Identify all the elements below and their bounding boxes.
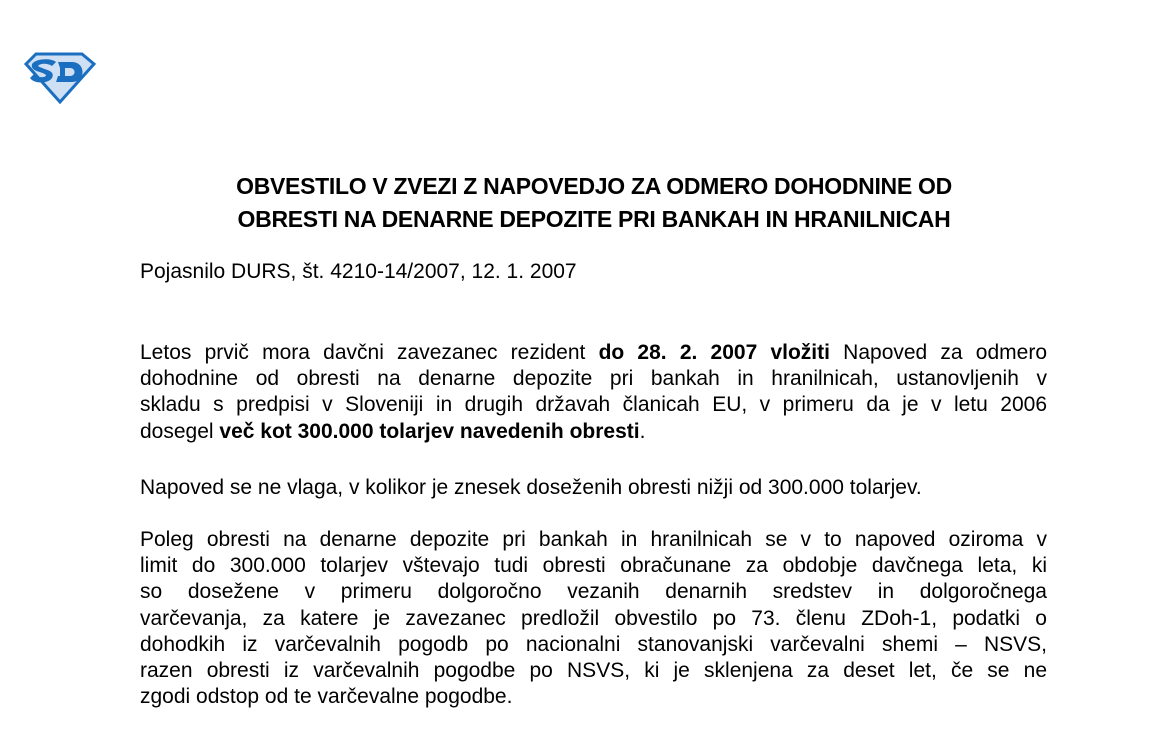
paragraph-1-line-4 (140, 419, 1047, 445)
paragraph-3-line: so dosežene v primeru dolgoročno vezanih denarnih sredstev in dolgoročnega (140, 580, 1047, 604)
paragraph-2: Napoved se ne vlaga, v kolikor je znesek doseženih obresti nižji od 300.000 tolarjev. (140, 476, 922, 499)
paragraph-3-line: dohodkih iz varčevalnih pogodb po nacionalni stanovanjski varčevalni shemi – NSVS, (140, 632, 1047, 656)
title-line-1: OBVESTILO V ZVEZI Z NAPOVEDJO ZA ODMERO DOHODNINE OD (236, 173, 952, 199)
document-title (140, 170, 1048, 236)
text: dosegel (140, 419, 220, 443)
text: . (639, 419, 646, 443)
paragraph-3-line: Poleg obresti na denarne depozite pri bankah in hranilnicah se v to napoved oziroma v (140, 528, 1047, 551)
text: Letos prvič mora davčni zavezanec rezident (140, 341, 599, 364)
text: Napoved za odmero (829, 341, 1048, 364)
paragraph-3-line: razen obresti iz varčevalnih pogodbe po NSVS, ki je sklenjena za deset let, če se ne (140, 659, 1047, 683)
deadline-emphasis: do 28. 2. 2007 vložiti (598, 341, 830, 364)
sd-shield-logo-icon (22, 50, 96, 104)
paragraph-3-line: limit do 300.000 tolarjev vštevajo tudi obresti obračunane za obdobje davčnega leta, ki (140, 554, 1047, 578)
threshold-emphasis: več kot 300.000 tolarjev navedenih obresti (219, 419, 640, 443)
paragraph-3 (140, 527, 1047, 710)
paragraph-1-line-2: dohodnine od obresti na denarne depozite pri bankah in hranilnicah, ustanovljenih v (140, 367, 1047, 391)
document-reference: Pojasnilo DURS, št. 4210-14/2007, 12. 1. 2007 (140, 260, 577, 283)
title-line-2: OBRESTI NA DENARNE DEPOZITE PRI BANKAH IN HRANILNICAH (237, 206, 951, 232)
paragraph-1 (140, 340, 1047, 445)
paragraph-1-line-3: skladu s predpisi v Sloveniji in drugih državah članicah EU, v primeru da je v letu 2006 (140, 393, 1047, 417)
paragraph-1-line-1 (140, 340, 1047, 366)
paragraph-3-line: zgodi odstop od te varčevalne pogodbe. (140, 685, 513, 709)
paragraph-3-line: varčevanja, za katere je zavezanec predložil obvestilo po 73. členu ZDoh-1, podatki o (140, 606, 1047, 630)
